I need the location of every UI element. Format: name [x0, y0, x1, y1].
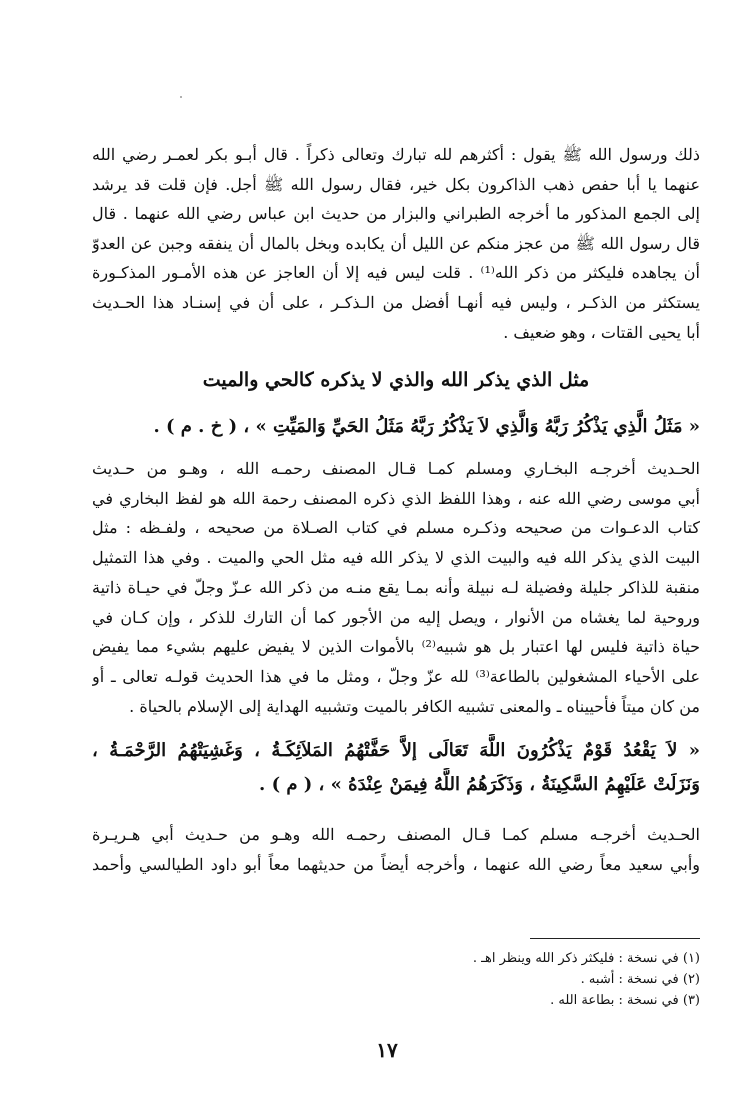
section-heading: مثل الذي يذكر الله والذي لا يذكره كالحي والميت [202, 369, 590, 391]
text-line: وأبي سعيد معاً رضي الله عنهما ، وأخرجه أيضاً من حديثهما معاً أبو داود الطيالسي وأحمد [92, 855, 700, 874]
text-line: وروحية لما يغشاه من الأنوار ، ويصل إليه من الأجور كما أن التارك للذكر ، وإن كـان في [92, 607, 700, 627]
footnote-2: (٢) في نسخة : أشبه . [580, 972, 700, 987]
scan-speck [180, 96, 182, 98]
text-line: أن يجاهده فليكثر من ذكر الله⁽¹⁾ . قلت ليس فيه إلا أن العاجز عن هذه الأمـور المذكـورة [92, 263, 700, 283]
paragraph-1 [92, 140, 700, 347]
text-line: وَنَزَلَتْ عَلَيْهِمُ السَّكِينَةُ ، وَذَكَرَهُمُ اللَّهُ فِيمَنْ عِنْدَهُ » ، ( م ) . [259, 774, 700, 795]
text-line: الحـديث أخرجـه البخـاري ومسلم كمـا قـال المصنف رحمـه الله ، وهـو من حـديث [92, 459, 700, 478]
text-line: أبا يحيى القتات ، وهو ضعيف . [503, 322, 700, 342]
text-line: حياة ذاتية فليس لها اعتبار بل هو شبيه⁽²⁾ بالأموات الذين لا يفيض عليهم بشيء مما يفيض [92, 637, 700, 657]
page-number: ١٧ [376, 1038, 398, 1062]
text-line: من كان ميتاً فأحييناه ـ والمعنى تشبيه الكافر بالميت وتشبيه الهداية إلى الإسلام بالحياة . [129, 696, 700, 716]
text-line: أبي موسى رضي الله عنه ، وهذا اللفظ الذي ذكره المصنف رحمة الله هو لفظ البخاري في [92, 488, 700, 508]
text-line: « لاَ يَقْعُدُ قَوْمٌ يَذْكُرُونَ اللَّهَ تَعَالَى إلاَّ حَفَّتْهُمُ المَلاَئِكَـةُ ، وَغَشِيَتْهُمُ الرَّحْمَـةُ ، [92, 740, 700, 761]
text-line: قال رسول الله ﷺ من عجز منكم عن الليل أن يكابده وبخل بالمال أن ينفقه وجبن عن العدوّ [92, 233, 700, 253]
text-line: البيت الذي يذكر الله فيه والبيت الذي لا يذكر الله فيه مثل الحي والميت . وفي هذا التمثيل [92, 548, 700, 568]
text-line: الحـديث أخرجـه مسلم كمـا قـال المصنف رحمـه الله وهـو من حـديث أبي هـريـرة [92, 825, 700, 844]
text-line: يستكثر من الذكـر ، وليس فيه أنهـا أفضل من الـذكـر ، على أن في إسنـاد هذا الحـديث [92, 292, 700, 312]
text-line: عنهما يا أبا حفص ذهب الذاكرون بكل خير، فقال رسول الله ﷺ أجل. فإن قلت قد يرشد [92, 174, 700, 194]
text-line: كتاب الدعـوات من صحيحه وذكـره مسلم في كتاب الصـلاة من صحيحه ، ولفـظه : مثل [92, 518, 700, 538]
footnote-3: (٣) في نسخة : بطاعة الله . [550, 993, 700, 1008]
footnotes [300, 948, 700, 1011]
text-line: ذلك ورسول الله ﷺ يقول : أكثرهم لله تبارك وتعالى ذكراً . قال أبـو بكر لعمـر رضي الله [92, 145, 700, 164]
footnote-1: (١) في نسخة : فليكثر ذكر الله وينظر اهـ . [472, 951, 700, 966]
hadith-text-1: « مَثَلُ الَّذِي يَذْكُرُ رَبَّهُ وَالَّذِي لاَ يَذْكُرُ رَبَّهُ مَثَلُ الحَيِّ وَالمَيِّتِ » ، ( خ . م ) . [153, 416, 700, 437]
text-line: إلى الجمع المذكور ما أخرجه الطبراني والبزار من حديث ابن عباس رضي الله عنهما . قال [92, 204, 700, 224]
text-line: منقبة للذاكر جليلة وفضيلة لـه نبيلة وأنه بمـا يقع منـه من ذكر الله عـزّ وجلّ في حيـاة ذاتية [92, 577, 700, 597]
text-line: على الأحياء المشغولين بالطاعة⁽³⁾ لله عزّ وجلّ ، ومثل ما في هذا الحديث قولـه تعالى ـ أو [92, 666, 700, 686]
hadith-text-2 [92, 734, 700, 802]
paragraph-3 [92, 820, 700, 880]
footnote-divider [530, 938, 700, 939]
paragraph-2 [92, 454, 700, 721]
